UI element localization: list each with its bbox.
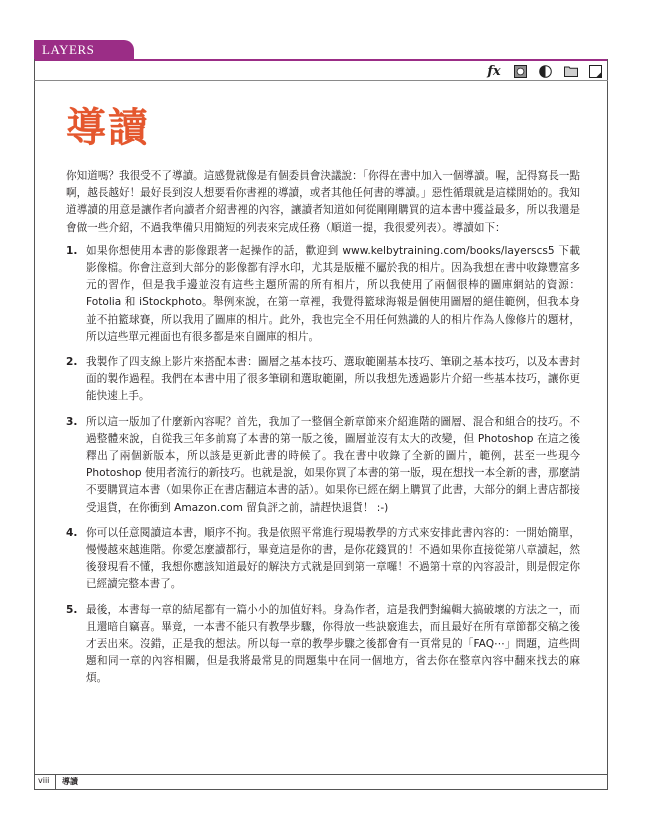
list-item-number: 4. [66, 526, 78, 539]
intro-list [66, 243, 580, 688]
layers-toolbar [485, 62, 603, 80]
list-item [66, 243, 580, 346]
list-item-text: 你可以任意閱讀這本書，順序不拘。我是依照平常進行現場教學的方式來安排此書內容的：一開始簡單，慢慢越來越進階。你愛怎麼讀都行，畢竟這是你的書，是你花錢買的！不過如果你直接從第八章讀起，然後發現看不懂，我想你應該知道最好的解決方式就是回到第一章囉！不過第十章的內容設計，則是假定你已經讀完整本書了。 [86, 526, 580, 591]
list-item-text: 如果你想使用本書的影像跟著一起操作的話，歡迎到 www.kelbytraining.com/books/layerscs5 下載影像檔。你會注意到大部分的影像都有浮水印，尤其是版權不屬於我的相片。因為我想在書中收錄豐富多元的習作，但是我手邊並沒有這些主題所需的所有相片，所以我使用了兩個很棒的圖庫網站的資源：Fotolia 和 iStockphoto。舉例來說，在第一章裡，我覺得籃球海報是個使用圖層的絕佳範例，但我本身並不拍籃球賽，所以我用了圖庫的相片。此外，我也完全不用任何熟識的人的相片作為人像修片的題材，所以這些單元裡面也有很多都是來自圖庫的相片。 [86, 244, 580, 343]
list-item [66, 602, 580, 688]
layers-panel-tab[interactable] [34, 40, 134, 60]
footer-section-title: 導讀 [62, 777, 78, 786]
toolbar-divider [34, 80, 608, 81]
list-item-text: 我製作了四支線上影片來搭配本書：圖層之基本技巧、選取範圍基本技巧、筆刷之基本技巧，以及本書封面的製作過程。我們在本書中用了很多筆刷和選取範圍，所以我想先透過影片介紹一些基本技巧，讓你更能快速上手。 [86, 356, 580, 403]
list-item [66, 525, 580, 594]
list-item-text: 最後，本書每一章的結尾都有一篇小小的加值好料。身為作者，這是我們對編輯大搞破壞的方法之一，而且還暗自竊喜。畢竟，一本書不能只有教學步驟，你得放一些訣竅進去，而且最好在所有章節都交稿之後才丟出來。沒錯，正是我的想法。所以每一章的教學步驟之後都會有一頁常見的「FAQ⋯」問題，這些問題和同一章的內容相關，但是我將最常見的問題集中在同一個地方，省去你在整章內容中翻來找去的麻煩。 [86, 603, 580, 685]
list-item-number: 1. [66, 244, 78, 257]
page-title: 導讀 [66, 105, 150, 151]
panel-bottom-border [34, 789, 608, 790]
list-item [66, 414, 580, 517]
list-item-number: 3. [66, 415, 78, 428]
list-item-number: 5. [66, 603, 78, 616]
panel-header-line [34, 59, 608, 61]
panel-right-border [607, 59, 608, 790]
fx-icon[interactable]: fx [487, 63, 501, 79]
adjustment-layer-icon[interactable] [538, 64, 553, 79]
new-layer-icon[interactable] [588, 64, 603, 79]
page-number: viii [38, 776, 50, 785]
list-item [66, 354, 580, 406]
panel-left-border [34, 59, 35, 790]
intro-paragraph: 你知道嗎？我很受不了導讀。這感覺就像是有個委員會決議說：「你得在書中加入一個導讀。喔，記得寫長一點啊，越長越好！最好長到沒人想要看你書裡的導讀，或者其他任何書的導讀。」惡性循環就是這樣開始的。我知道導讀的用意是讓作者向讀者介紹書裡的內容，讓讀者知道如何從剛剛購買的這本書中獲益最多，所以我還是會做一些介紹，不過我準備只用簡短的列表來完成任務（順道一提，我很愛列表）。導讀如下： [66, 170, 580, 234]
main-content [66, 168, 580, 696]
footer-separator [55, 774, 56, 790]
layer-mask-icon[interactable] [513, 64, 528, 79]
list-item-number: 2. [66, 356, 78, 369]
footer-divider [34, 774, 608, 775]
folder-icon[interactable] [563, 64, 578, 79]
list-item-text: 所以這一版加了什麼新內容呢？首先，我加了一整個全新章節來介紹進階的圖層、混合和組合的技巧。不過整體來說，自從我三年多前寫了本書的第一版之後，圖層並沒有太大的改變，但 Photoshop 在這之後釋出了兩個新版本，所以該是更新此書的時候了。我在書中收錄了全新的圖片，範例，甚至一些現今 Photoshop 使用者流行的新技巧。也就是說，如果你買了本書的第一版，現在想找一本全新的書，那麼請不要購買這本書（如果你正在書店翻這本書的話）。如果你已經在網上購買了此書，大部分的網上書店都接受退貨，在你衝到 Amazon.com 留負評之前，請趕快退貨！ :-) [86, 415, 580, 514]
layers-tab-label: LAYERS [42, 42, 95, 57]
